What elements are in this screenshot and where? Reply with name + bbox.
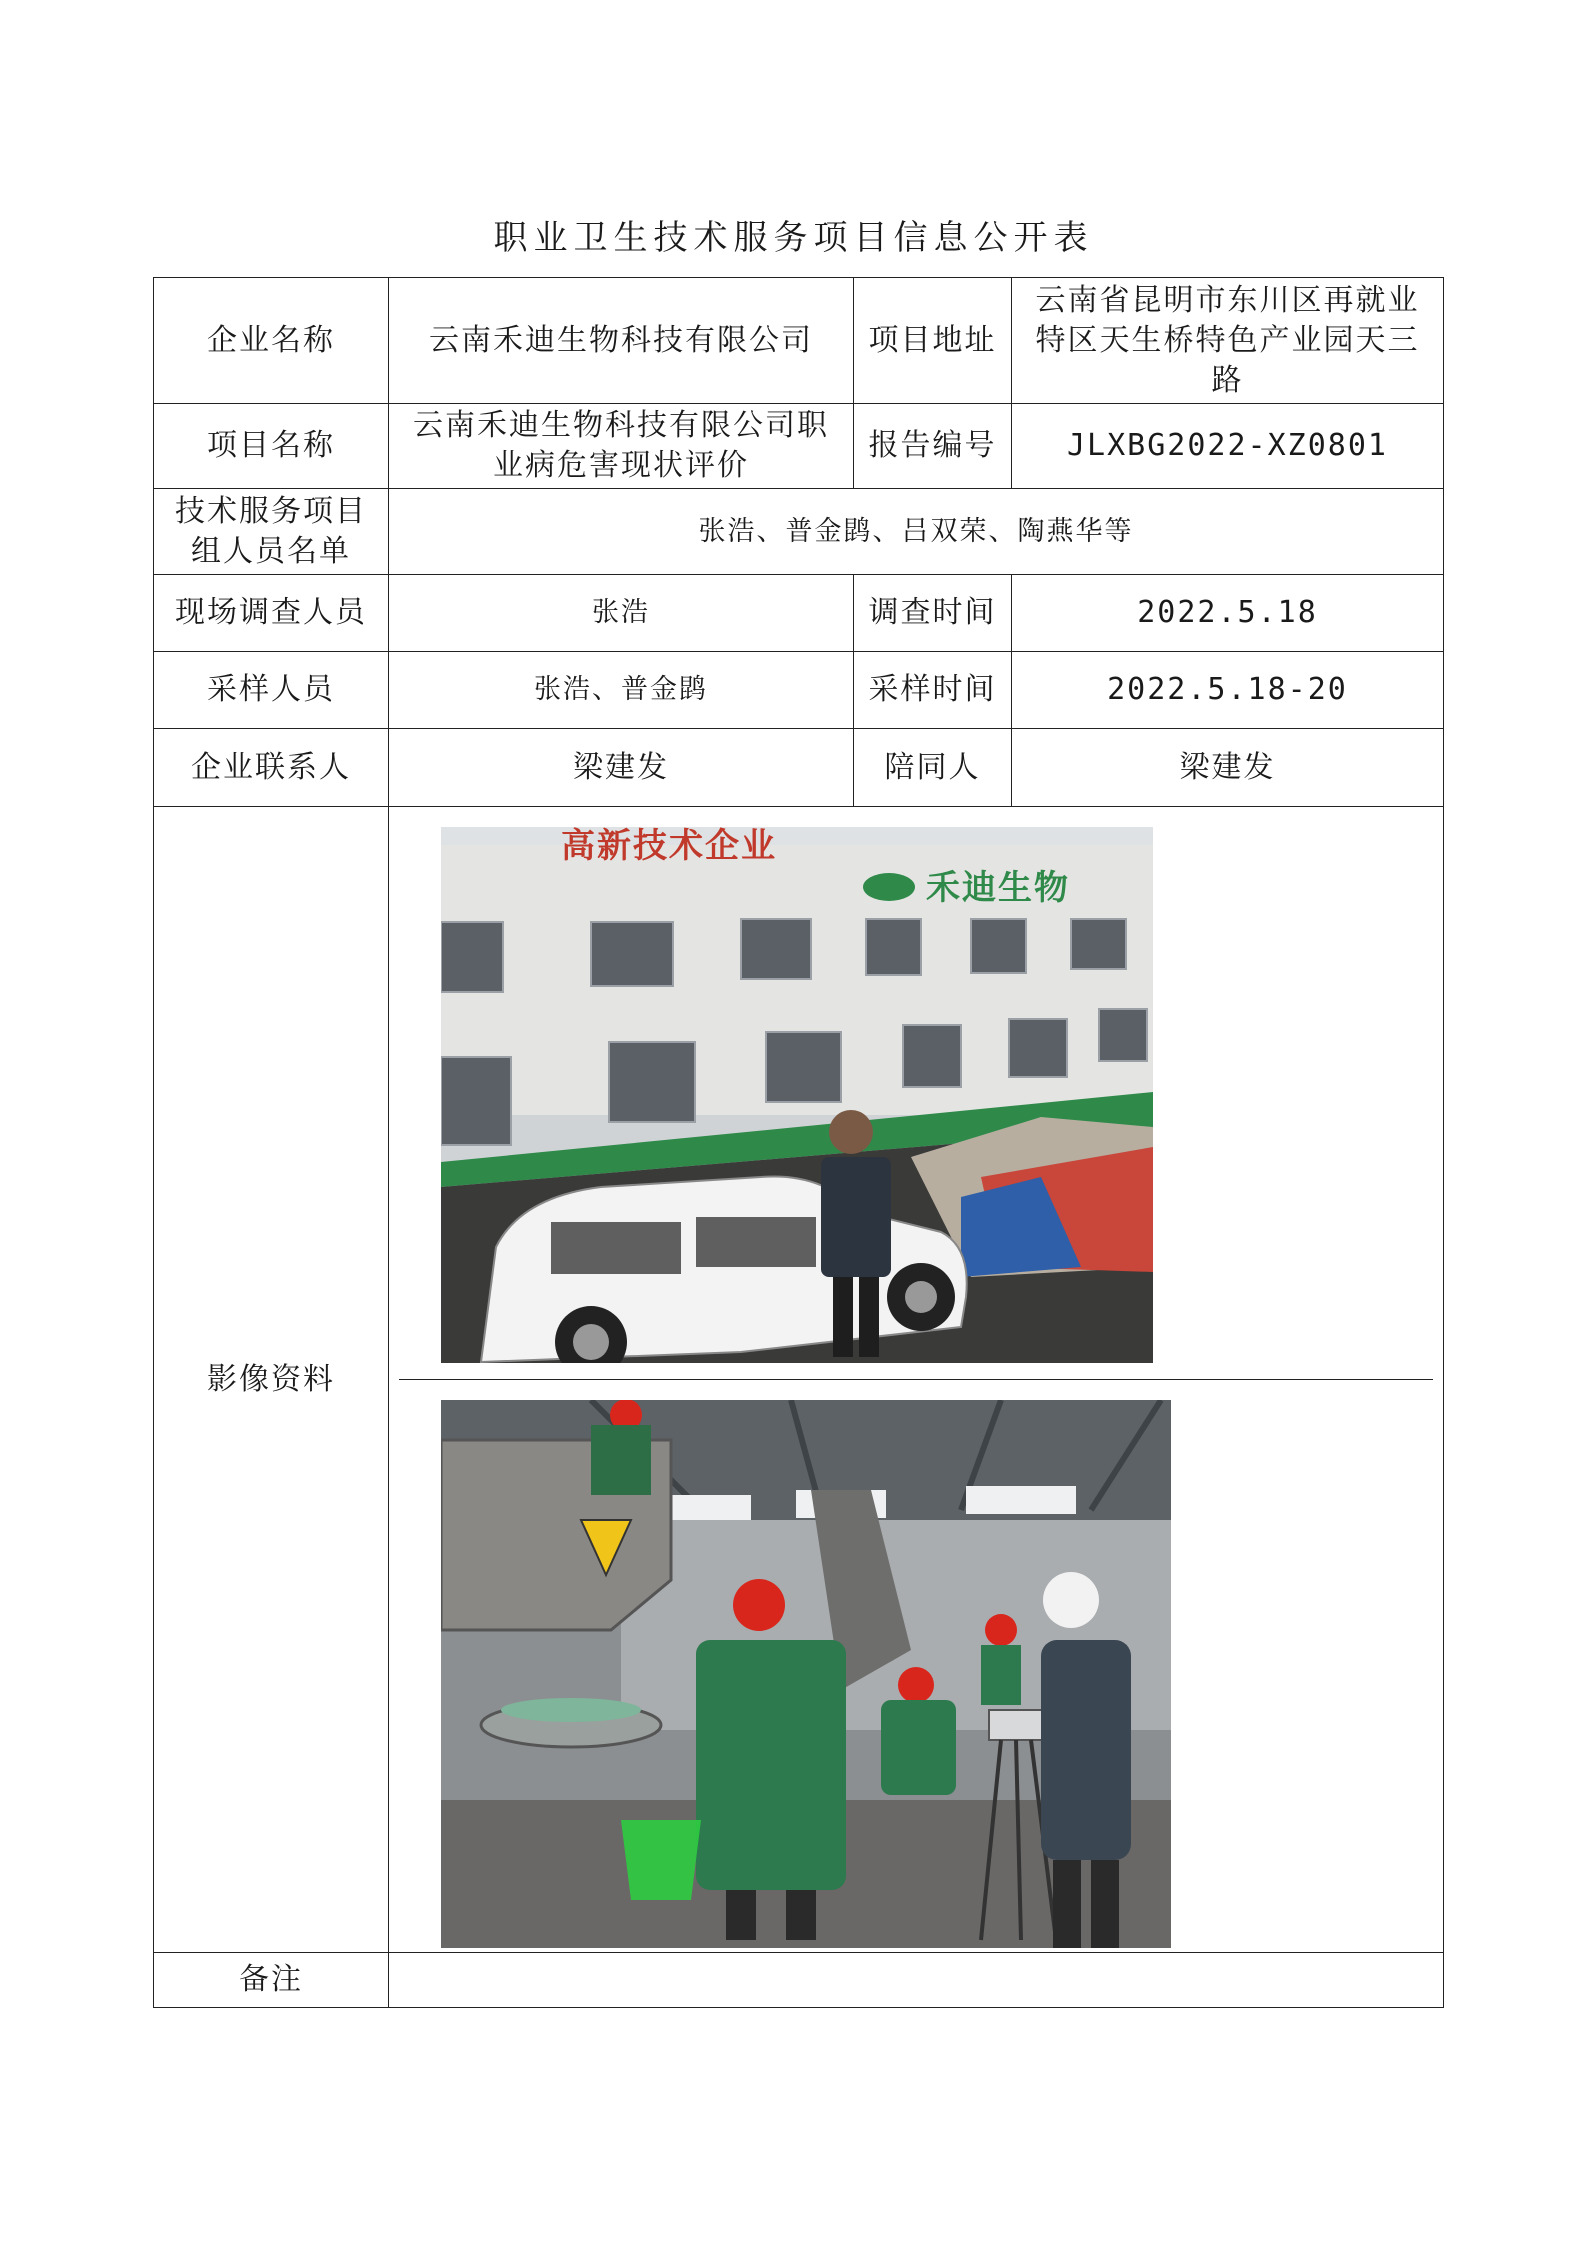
sampler-value: 张浩、普金鹍 [389, 652, 854, 729]
company-name-label: 企业名称 [154, 278, 389, 404]
info-table [153, 277, 1444, 2008]
report-number-label: 报告编号 [854, 404, 1012, 489]
companion-label: 陪同人 [854, 729, 1012, 807]
sampler-label: 采样人员 [154, 652, 389, 729]
sign-brand-text: 禾迪生物 [926, 868, 1070, 908]
survey-time-value: 2022.5.18 [1012, 575, 1444, 652]
surveyor-label: 现场调查人员 [154, 575, 389, 652]
contact-person-label: 企业联系人 [154, 729, 389, 807]
survey-time-label: 调查时间 [854, 575, 1012, 652]
project-name-value: 云南禾迪生物科技有限公司职业病危害现状评价 [389, 404, 854, 489]
photo-block-2 [399, 1379, 1433, 1952]
company-name-value: 云南禾迪生物科技有限公司 [389, 278, 854, 404]
images-cell [389, 807, 1444, 1953]
companion-value: 梁建发 [1012, 729, 1444, 807]
contact-person-value: 梁建发 [389, 729, 854, 807]
remarks-label: 备注 [154, 1953, 389, 2008]
team-members-value: 张浩、普金鹍、吕双荣、陶燕华等 [389, 489, 1444, 575]
page-title: 职业卫生技术服务项目信息公开表 [493, 218, 1094, 258]
sampling-time-value: 2022.5.18-20 [1012, 652, 1444, 729]
project-address-value: 云南省昆明市东川区再就业特区天生桥特色产业园天三路 [1012, 278, 1444, 404]
photo-block-1 [399, 807, 1433, 1379]
project-address-label: 项目地址 [854, 278, 1012, 404]
report-number-value: JLXBG2022-XZ0801 [1012, 404, 1444, 489]
sampling-time-label: 采样时间 [854, 652, 1012, 729]
project-name-label: 项目名称 [154, 404, 389, 489]
images-label: 影像资料 [154, 807, 389, 1953]
sign-top-text: 高新技术企业 [561, 827, 777, 866]
workshop-photo [441, 1400, 1171, 1948]
building-photo [441, 827, 1153, 1363]
remarks-value [389, 1953, 1444, 2008]
surveyor-value: 张浩 [389, 575, 854, 652]
team-members-label: 技术服务项目组人员名单 [154, 489, 389, 575]
